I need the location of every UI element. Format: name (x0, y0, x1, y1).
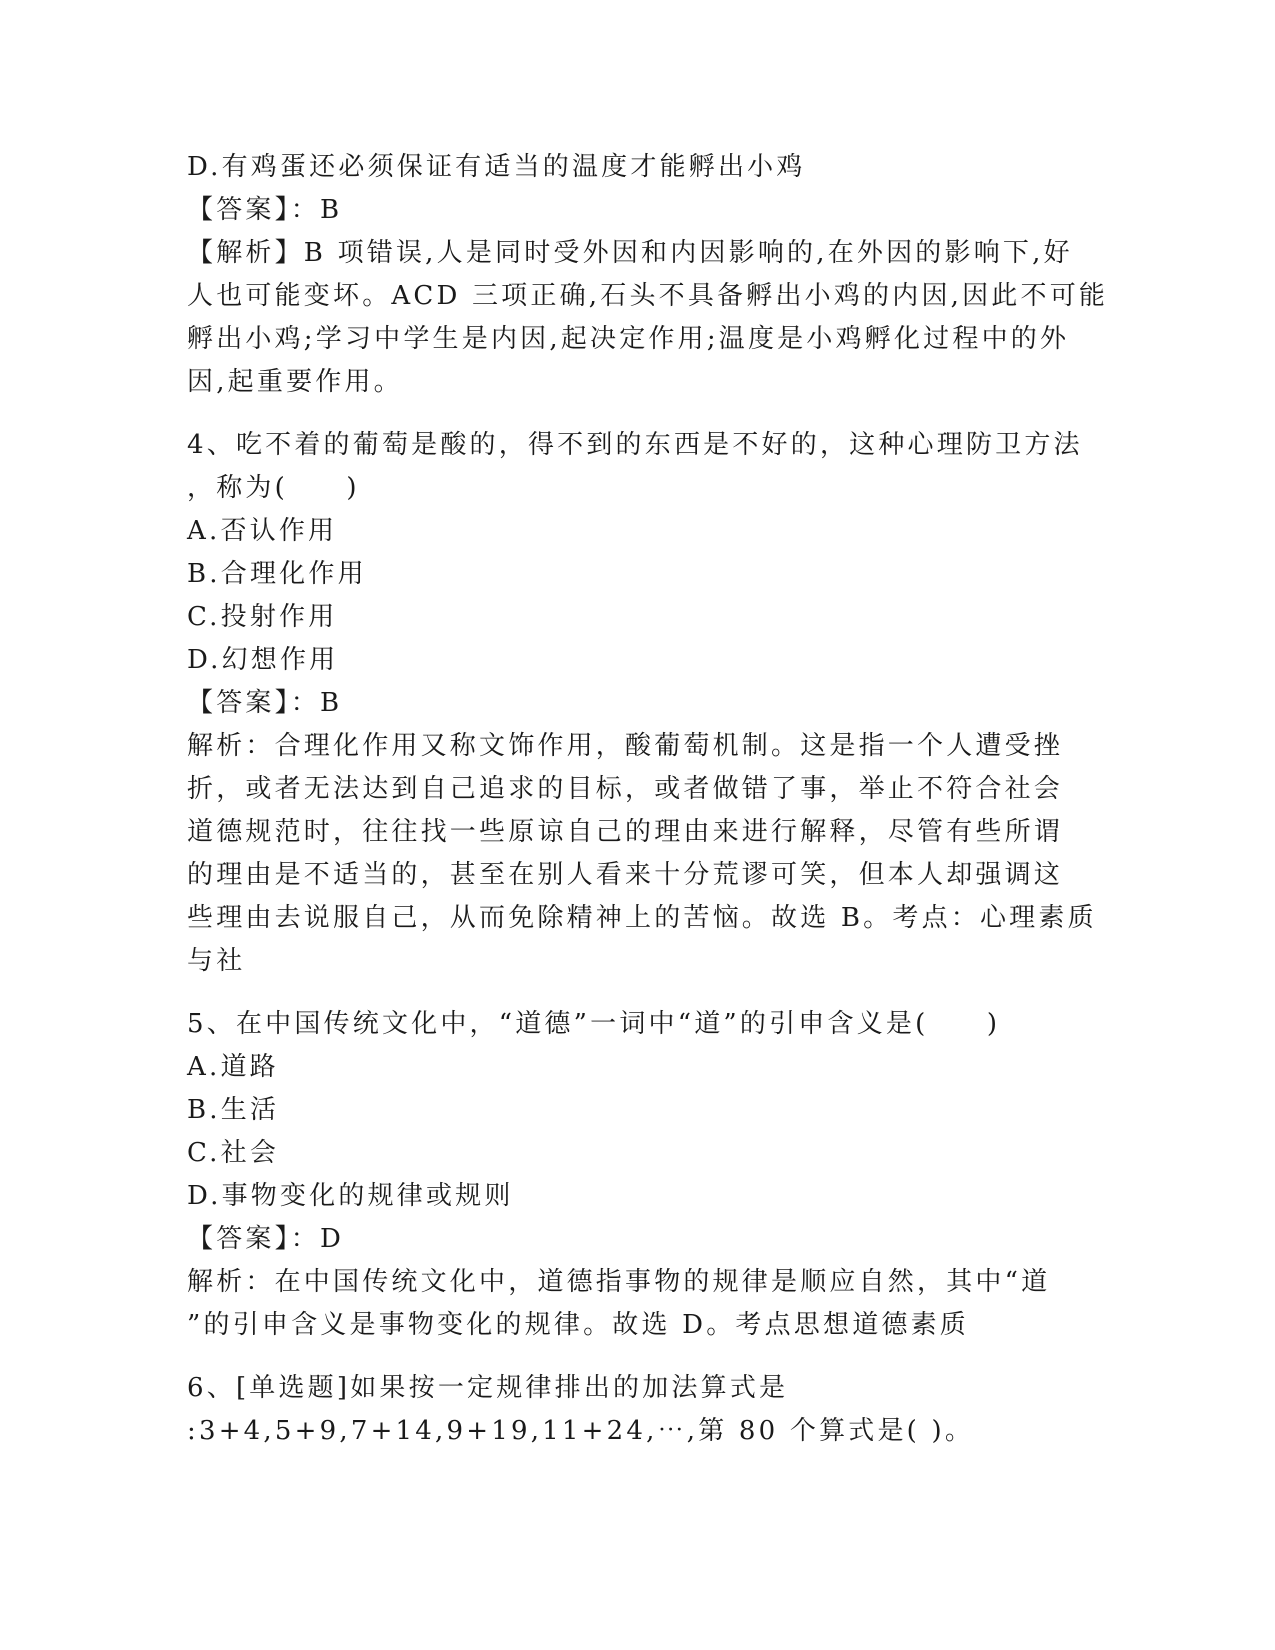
q4-option-c: C.投射作用 (187, 602, 338, 632)
q4-answer: 【答案】：B (187, 688, 343, 718)
q4-stem-line: 4、吃不着的葡萄是酸的，得不到的东西是不好的，这种心理防卫方法 (187, 430, 1083, 460)
q4-analysis-line: 折，或者无法达到自己追求的目标，或者做错了事，举止不符合社会 (187, 774, 1064, 804)
q5-analysis-line: ”的引申含义是事物变化的规律。故选 D。考点思想道德素质 (187, 1310, 970, 1340)
question-6 (187, 1367, 1087, 1453)
q4-analysis-line: 解析：合理化作用又称文饰作用，酸葡萄机制。这是指一个人遭受挫 (187, 731, 1064, 761)
q4-option-d: D.幻想作用 (187, 645, 339, 675)
spacer (187, 404, 1087, 424)
q3-analysis-line: 孵出小鸡;学习中学生是内因,起决定作用;温度是小鸡孵化过程中的外 (187, 324, 1070, 354)
q3-analysis (187, 232, 1109, 404)
q5-stem-line: 5、在中国传统文化中，“道德”一词中“道”的引申含义是( ) (187, 1009, 1001, 1039)
q5-analysis (187, 1261, 1087, 1347)
q3-analysis-line: 人也可能变坏。ACD 三项正确,石头不具备孵出小鸡的内因,因此不可能 (187, 281, 1109, 311)
q4-analysis-line: 道德规范时，往往找一些原谅自己的理由来进行解释，尽管有些所谓 (187, 817, 1064, 847)
q4-analysis (187, 725, 1097, 983)
question-5 (187, 1003, 1087, 1347)
q4-option-a: A.否认作用 (187, 516, 338, 546)
q5-answer: 【答案】：D (187, 1224, 345, 1254)
q5-option-b: B.生活 (187, 1095, 280, 1125)
q3-analysis-line: 【解析】B 项错误,人是同时受外因和内因影响的,在外因的影响下,好 (187, 238, 1073, 268)
q3-answer: 【答案】：B (187, 195, 343, 225)
q4-analysis-line: 的理由是不适当的，甚至在别人看来十分荒谬可笑，但本人却强调这 (187, 860, 1064, 890)
q4-analysis-line: 些理由去说服自己，从而免除精神上的苦恼。故选 B。考点：心理素质 (187, 903, 1097, 933)
q3-option-d: D.有鸡蛋还必须保证有适当的温度才能孵出小鸡 (187, 152, 806, 182)
q6-stem-line: 6、[单选题]如果按一定规律排出的加法算式是 (187, 1373, 789, 1403)
q4-analysis-line: 与社 (187, 946, 246, 976)
q6-stem-line: :3+4,5+9,7+14,9+19,11+24,⋯,第 80 个算式是( )。 (187, 1416, 975, 1446)
document-page (187, 146, 1109, 1453)
spacer (187, 983, 1087, 1003)
question-3 (187, 146, 1109, 404)
q4-stem-line: ，称为( ) (187, 473, 360, 503)
q5-analysis-line: 解析：在中国传统文化中，道德指事物的规律是顺应自然，其中“道 (187, 1267, 1051, 1297)
q5-option-d: D.事物变化的规律或规则 (187, 1181, 514, 1211)
q4-option-b: B.合理化作用 (187, 559, 367, 589)
q5-option-c: C.社会 (187, 1138, 280, 1168)
q3-analysis-line: 因,起重要作用。 (187, 367, 403, 397)
question-4 (187, 424, 1097, 983)
q5-option-a: A.道路 (187, 1052, 279, 1082)
spacer (187, 1347, 1087, 1367)
